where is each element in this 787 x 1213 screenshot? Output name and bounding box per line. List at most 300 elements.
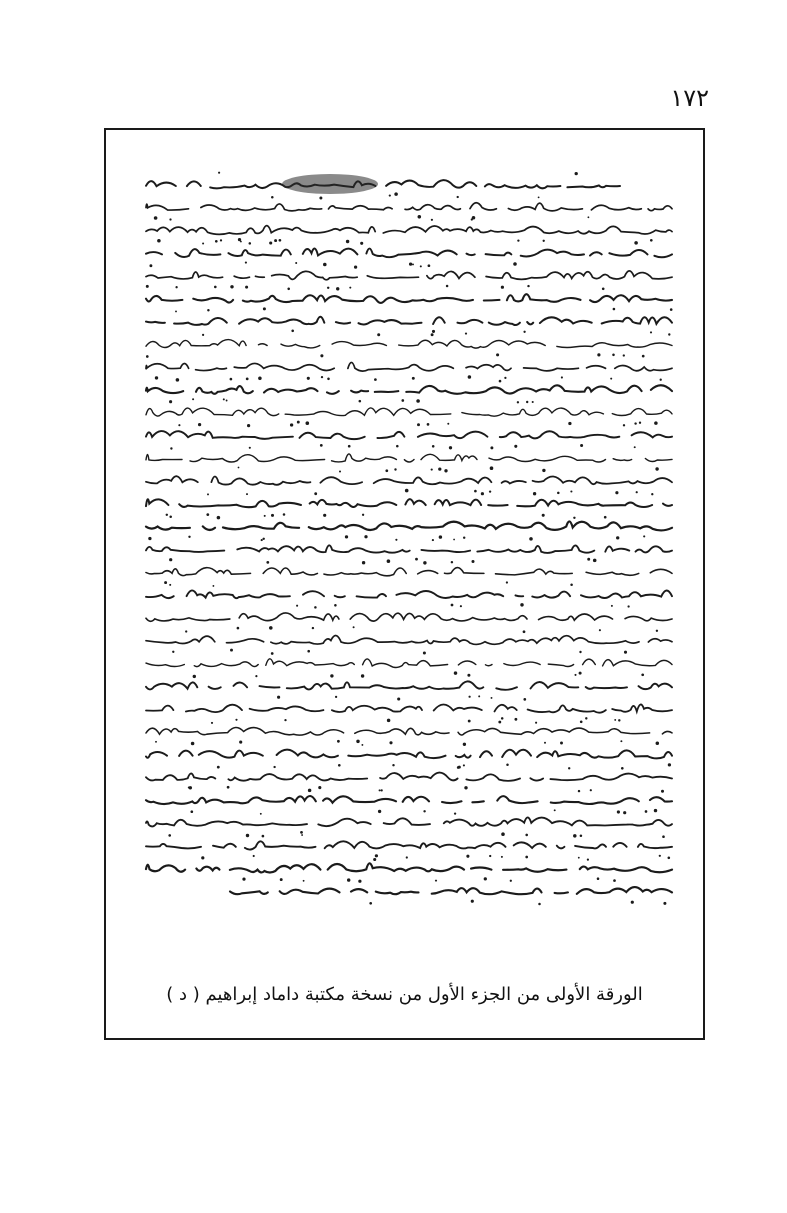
manuscript-line bbox=[146, 271, 672, 280]
manuscript-dot bbox=[527, 285, 529, 287]
manuscript-dot bbox=[498, 721, 501, 724]
manuscript-dot bbox=[356, 740, 359, 743]
manuscript-dot bbox=[246, 493, 248, 495]
manuscript-dot bbox=[523, 331, 525, 333]
manuscript-dot bbox=[362, 561, 365, 564]
manuscript-dot bbox=[230, 649, 233, 652]
manuscript-dot bbox=[538, 196, 540, 198]
manuscript-dot bbox=[385, 469, 388, 472]
manuscript-dot bbox=[412, 263, 414, 265]
manuscript-dot bbox=[269, 626, 273, 630]
manuscript-dot bbox=[148, 537, 151, 540]
manuscript-dot bbox=[471, 218, 473, 220]
manuscript-dot bbox=[314, 606, 317, 609]
manuscript-dot bbox=[202, 242, 204, 244]
manuscript-dot bbox=[301, 834, 303, 836]
manuscript-dot bbox=[240, 241, 242, 243]
manuscript-line bbox=[146, 841, 672, 849]
manuscript-dot bbox=[431, 219, 433, 221]
manuscript-dot bbox=[604, 516, 607, 519]
manuscript-dot bbox=[570, 584, 573, 587]
manuscript-dot bbox=[580, 835, 583, 838]
manuscript-dot bbox=[296, 605, 298, 607]
manuscript-dot bbox=[613, 308, 616, 311]
manuscript-line bbox=[146, 385, 672, 394]
manuscript-dot bbox=[271, 652, 274, 655]
manuscript-dot bbox=[362, 514, 364, 516]
manuscript-dot bbox=[668, 857, 671, 860]
manuscript-dot bbox=[623, 424, 625, 426]
manuscript-dot bbox=[597, 877, 600, 880]
manuscript-dot bbox=[223, 398, 225, 400]
manuscript-dot bbox=[364, 535, 367, 538]
manuscript-dot bbox=[360, 242, 363, 245]
manuscript-dot bbox=[255, 675, 257, 677]
manuscript-dot bbox=[401, 399, 404, 402]
manuscript-dot bbox=[262, 835, 265, 838]
manuscript-dot bbox=[379, 789, 381, 791]
manuscript-dot bbox=[318, 786, 321, 789]
manuscript-dot bbox=[218, 172, 220, 174]
manuscript-dot bbox=[659, 855, 661, 857]
manuscript-dot bbox=[323, 263, 327, 267]
manuscript-dot bbox=[579, 672, 582, 675]
manuscript-dot bbox=[463, 536, 465, 538]
manuscript-dot bbox=[154, 216, 158, 220]
manuscript-dot bbox=[593, 559, 597, 563]
manuscript-dot bbox=[406, 856, 408, 858]
manuscript-dot bbox=[378, 810, 381, 813]
manuscript-dot bbox=[169, 558, 172, 561]
manuscript-dot bbox=[220, 239, 222, 241]
manuscript-dot bbox=[347, 878, 350, 881]
manuscript-line bbox=[146, 613, 672, 621]
manuscript-dot bbox=[663, 902, 666, 905]
manuscript-dot bbox=[227, 786, 230, 789]
manuscript-dot bbox=[396, 445, 399, 448]
manuscript-line bbox=[146, 521, 672, 530]
manuscript-dot bbox=[245, 262, 247, 264]
manuscript-dot bbox=[387, 719, 391, 723]
manuscript-dot bbox=[217, 516, 221, 520]
manuscript-dot bbox=[587, 216, 589, 218]
manuscript-dot bbox=[207, 493, 209, 495]
manuscript-dot bbox=[263, 307, 266, 310]
manuscript-dot bbox=[506, 581, 508, 583]
manuscript-line bbox=[146, 454, 672, 462]
manuscript-dot bbox=[501, 717, 504, 720]
manuscript-dot bbox=[146, 285, 149, 288]
manuscript-dot bbox=[444, 469, 447, 472]
manuscript-dot bbox=[175, 310, 177, 312]
manuscript-dot bbox=[300, 831, 303, 834]
manuscript-dot bbox=[327, 378, 330, 381]
manuscript-dot bbox=[157, 239, 161, 243]
manuscript-dot bbox=[389, 741, 392, 744]
manuscript-dot bbox=[478, 695, 480, 697]
manuscript-dot bbox=[618, 719, 620, 721]
manuscript-dot bbox=[274, 239, 277, 242]
manuscript-dot bbox=[457, 766, 460, 769]
manuscript-dot bbox=[253, 855, 255, 857]
manuscript-dot bbox=[465, 333, 467, 335]
manuscript-dot bbox=[654, 421, 658, 425]
manuscript-dot bbox=[602, 287, 605, 290]
manuscript-dot bbox=[170, 447, 172, 449]
manuscript-dot bbox=[264, 515, 266, 517]
manuscript-dot bbox=[330, 674, 333, 677]
manuscript-dot bbox=[514, 718, 517, 721]
manuscript-dot bbox=[312, 627, 314, 629]
manuscript-dot bbox=[560, 742, 563, 745]
manuscript-dot bbox=[303, 880, 305, 882]
manuscript-dot bbox=[336, 287, 339, 290]
manuscript-dot bbox=[307, 377, 310, 380]
manuscript-dot bbox=[467, 674, 470, 677]
manuscript-dot bbox=[428, 264, 431, 267]
manuscript-dot bbox=[460, 605, 462, 607]
manuscript-dot bbox=[615, 491, 618, 494]
manuscript-dot bbox=[590, 789, 592, 791]
manuscript-dot bbox=[446, 285, 449, 288]
manuscript-dot bbox=[432, 330, 435, 333]
manuscript-dot bbox=[453, 539, 455, 541]
manuscript-dot bbox=[574, 674, 576, 676]
manuscript-dot bbox=[247, 424, 250, 427]
manuscript-dot bbox=[523, 630, 526, 633]
manuscript-line bbox=[146, 659, 672, 668]
manuscript-dot bbox=[215, 240, 218, 243]
manuscript-dot bbox=[178, 424, 180, 426]
manuscript-dot bbox=[661, 790, 664, 793]
manuscript-dot bbox=[423, 561, 426, 564]
manuscript-line bbox=[146, 476, 672, 485]
manuscript-dot bbox=[651, 493, 653, 495]
manuscript-dot bbox=[284, 719, 286, 721]
manuscript-dot bbox=[451, 604, 454, 607]
manuscript-dot bbox=[290, 423, 293, 426]
manuscript-dot bbox=[417, 423, 420, 426]
manuscript-dot bbox=[621, 767, 624, 770]
manuscript-dot bbox=[454, 812, 456, 814]
manuscript-dot bbox=[636, 491, 638, 493]
manuscript-dot bbox=[542, 469, 545, 472]
manuscript-dot bbox=[656, 741, 660, 745]
manuscript-dot bbox=[634, 241, 638, 245]
manuscript-dot bbox=[389, 195, 391, 197]
manuscript-dot bbox=[246, 378, 249, 381]
manuscript-dot bbox=[532, 401, 534, 403]
manuscript-dot bbox=[418, 215, 422, 219]
manuscript-dot bbox=[489, 855, 491, 857]
manuscript-dot bbox=[533, 492, 536, 495]
manuscript-dot bbox=[457, 196, 459, 198]
manuscript-dot bbox=[464, 786, 467, 789]
manuscript-dot bbox=[361, 744, 363, 746]
manuscript-dot bbox=[578, 857, 580, 859]
manuscript-image bbox=[140, 168, 680, 920]
manuscript-dot bbox=[504, 377, 506, 379]
manuscript-dot bbox=[468, 720, 471, 723]
manuscript-dot bbox=[650, 331, 652, 333]
manuscript-dot bbox=[420, 265, 422, 267]
manuscript-line bbox=[146, 362, 672, 371]
manuscript-dot bbox=[599, 629, 601, 631]
manuscript-dot bbox=[578, 790, 580, 792]
manuscript-dot bbox=[526, 401, 528, 403]
manuscript-dot bbox=[155, 741, 157, 743]
manuscript-dot bbox=[201, 856, 204, 859]
manuscript-dot bbox=[543, 240, 545, 242]
manuscript-dot bbox=[656, 630, 658, 632]
manuscript-dot bbox=[568, 422, 571, 425]
manuscript-dot bbox=[193, 675, 196, 678]
manuscript-line bbox=[146, 180, 620, 188]
manuscript-dot bbox=[375, 854, 378, 857]
manuscript-dot bbox=[471, 900, 474, 903]
manuscript-dot bbox=[287, 288, 290, 291]
manuscript-dot bbox=[394, 468, 396, 470]
manuscript-dot bbox=[295, 262, 297, 264]
manuscript-dot bbox=[320, 444, 323, 447]
manuscript-dot bbox=[660, 379, 662, 381]
manuscript-dot bbox=[568, 767, 570, 769]
manuscript-dot bbox=[631, 901, 634, 904]
manuscript-dot bbox=[307, 650, 310, 653]
manuscript-line bbox=[146, 568, 672, 576]
manuscript-dot bbox=[394, 192, 398, 196]
manuscript-dot bbox=[349, 287, 351, 289]
manuscript-dot bbox=[258, 377, 262, 381]
manuscript-dot bbox=[189, 786, 192, 789]
manuscript-dot bbox=[597, 353, 600, 356]
manuscript-dot bbox=[643, 535, 645, 537]
manuscript-dot bbox=[335, 696, 337, 698]
manuscript-dot bbox=[542, 514, 545, 517]
manuscript-dot bbox=[634, 446, 636, 448]
manuscript-dot bbox=[501, 832, 505, 836]
manuscript-dot bbox=[202, 334, 204, 336]
manuscript-dot bbox=[188, 536, 190, 538]
manuscript-dot bbox=[579, 651, 581, 653]
manuscript-dot bbox=[169, 218, 171, 220]
manuscript-dot bbox=[466, 855, 469, 858]
manuscript-dot bbox=[191, 742, 195, 746]
manuscript-dot bbox=[279, 239, 282, 242]
manuscript-dot bbox=[149, 264, 152, 267]
manuscript-dot bbox=[561, 376, 563, 378]
manuscript-dot bbox=[641, 673, 644, 676]
manuscript-dot bbox=[260, 813, 262, 815]
manuscript-dot bbox=[168, 834, 171, 837]
manuscript-dot bbox=[435, 880, 437, 882]
manuscript-dot bbox=[271, 196, 274, 199]
manuscript-dot bbox=[319, 197, 322, 200]
manuscript-dot bbox=[447, 423, 449, 425]
manuscript-dot bbox=[627, 605, 629, 607]
manuscript-line bbox=[146, 499, 672, 507]
manuscript-dot bbox=[230, 285, 233, 288]
manuscript-dot bbox=[283, 513, 286, 516]
manuscript-dot bbox=[249, 447, 251, 449]
manuscript-dot bbox=[474, 490, 477, 493]
manuscript-dot bbox=[381, 789, 383, 791]
manuscript-dot bbox=[261, 539, 263, 541]
manuscript-dot bbox=[639, 422, 641, 424]
manuscript-dot bbox=[392, 764, 394, 766]
manuscript-dot bbox=[642, 355, 645, 358]
manuscript-dot bbox=[249, 242, 252, 245]
manuscript-dot bbox=[557, 492, 560, 495]
manuscript-line bbox=[146, 728, 672, 736]
manuscript-dot bbox=[237, 627, 240, 630]
manuscript-dot bbox=[614, 719, 616, 721]
manuscript-dot bbox=[431, 469, 433, 471]
manuscript-dot bbox=[490, 446, 493, 449]
manuscript-dot bbox=[616, 536, 619, 539]
manuscript-dot bbox=[155, 376, 158, 379]
manuscript-dot bbox=[484, 877, 487, 880]
manuscript-dot bbox=[439, 535, 442, 538]
manuscript-dot bbox=[670, 308, 673, 311]
manuscript-dot bbox=[321, 376, 323, 378]
manuscript-dot bbox=[374, 378, 377, 381]
manuscript-dot bbox=[525, 834, 528, 837]
manuscript-dot bbox=[323, 514, 326, 517]
manuscript-dot bbox=[166, 514, 168, 516]
manuscript-dot bbox=[510, 880, 512, 882]
manuscript-dot bbox=[348, 445, 351, 448]
manuscript-dot bbox=[377, 333, 380, 336]
manuscript-dot bbox=[538, 903, 541, 906]
manuscript-dot bbox=[645, 810, 648, 813]
manuscript-dot bbox=[650, 239, 653, 242]
manuscript-line bbox=[146, 681, 672, 689]
manuscript-dot bbox=[169, 400, 172, 403]
manuscript-dot bbox=[431, 333, 434, 336]
manuscript-dot bbox=[230, 378, 233, 381]
manuscript-line bbox=[146, 590, 672, 598]
manuscript-dot bbox=[359, 400, 362, 403]
manuscript-dot bbox=[634, 422, 636, 424]
manuscript-dot bbox=[496, 353, 499, 356]
manuscript-dot bbox=[501, 286, 504, 289]
manuscript-dot bbox=[489, 490, 491, 492]
manuscript-dot bbox=[520, 603, 523, 606]
manuscript-dot bbox=[501, 856, 503, 858]
manuscript-dot bbox=[217, 766, 220, 769]
manuscript-dot bbox=[211, 722, 213, 724]
manuscript-dot bbox=[580, 444, 583, 447]
manuscript-dot bbox=[185, 630, 187, 632]
manuscript-dot bbox=[463, 743, 466, 746]
manuscript-line bbox=[146, 340, 672, 349]
manuscript-line bbox=[146, 704, 672, 712]
manuscript-dot bbox=[334, 604, 337, 607]
manuscript-dot bbox=[338, 764, 341, 767]
manuscript-dot bbox=[369, 902, 372, 905]
manuscript-dot bbox=[262, 538, 264, 540]
manuscript-dot bbox=[206, 513, 209, 516]
manuscript-dot bbox=[668, 333, 670, 335]
manuscript-dot bbox=[327, 287, 329, 289]
manuscript-dot bbox=[245, 286, 248, 289]
manuscript-dot bbox=[525, 856, 528, 859]
manuscript-dot bbox=[169, 584, 171, 586]
manuscript-line bbox=[146, 317, 672, 325]
manuscript-dot bbox=[654, 809, 657, 812]
manuscript-dot bbox=[306, 421, 310, 425]
manuscript-dot bbox=[454, 671, 457, 674]
manuscript-dot bbox=[587, 859, 589, 861]
manuscript-dot bbox=[471, 560, 474, 563]
manuscript-dot bbox=[346, 240, 349, 243]
manuscript-line bbox=[146, 636, 672, 645]
manuscript-dot bbox=[610, 378, 612, 380]
manuscript-dot bbox=[668, 763, 671, 766]
figure-caption: الورقة الأولى من الجزء الأول من نسخة مكتبة داماد إبراهيم ( د ) bbox=[166, 984, 643, 1005]
manuscript-dot bbox=[415, 558, 418, 561]
manuscript-dot bbox=[387, 559, 391, 563]
manuscript-dot bbox=[246, 834, 249, 837]
manuscript-dot bbox=[239, 741, 242, 744]
manuscript-dot bbox=[192, 398, 194, 400]
manuscript-dot bbox=[506, 763, 509, 766]
manuscript-line bbox=[146, 773, 672, 781]
manuscript-dot bbox=[513, 262, 517, 266]
manuscript-dot bbox=[226, 400, 228, 402]
manuscript-dot bbox=[662, 835, 665, 838]
manuscript-dot bbox=[176, 378, 180, 382]
manuscript-dot bbox=[544, 742, 546, 744]
manuscript-dot bbox=[573, 834, 576, 837]
manuscript-line bbox=[146, 431, 672, 439]
manuscript-dot bbox=[291, 330, 294, 333]
manuscript-dot bbox=[585, 717, 587, 719]
manuscript-dot bbox=[308, 789, 312, 793]
manuscript-dot bbox=[169, 516, 172, 519]
page-number: ١٧٢ bbox=[670, 84, 709, 112]
manuscript-dot bbox=[353, 626, 355, 628]
manuscript-dot bbox=[238, 467, 240, 469]
manuscript-dot bbox=[613, 879, 616, 882]
manuscript-dot bbox=[198, 423, 201, 426]
manuscript-dot bbox=[339, 470, 341, 472]
manuscript-dot bbox=[514, 445, 517, 448]
manuscript-dot bbox=[481, 492, 484, 495]
manuscript-dot bbox=[354, 265, 357, 268]
manuscript-dot bbox=[451, 561, 453, 563]
manuscript-dot bbox=[212, 585, 214, 587]
manuscript-dot bbox=[172, 651, 174, 653]
manuscript-dot bbox=[395, 539, 397, 541]
manuscript-dot bbox=[373, 858, 376, 861]
manuscript-dot bbox=[273, 766, 275, 768]
manuscript-dot bbox=[490, 466, 494, 470]
manuscript-dot bbox=[190, 810, 193, 813]
manuscript-dot bbox=[623, 354, 625, 356]
manuscript-dot bbox=[280, 878, 283, 881]
manuscript-dot bbox=[427, 423, 430, 426]
manuscript-dot bbox=[529, 537, 533, 541]
manuscript-dot bbox=[612, 354, 615, 357]
manuscript-dot bbox=[573, 517, 575, 519]
manuscript-dot bbox=[611, 605, 613, 607]
manuscript-dot bbox=[617, 810, 620, 813]
manuscript-dot bbox=[207, 309, 209, 311]
manuscript-dot bbox=[242, 878, 245, 881]
manuscript-dot bbox=[277, 696, 280, 699]
